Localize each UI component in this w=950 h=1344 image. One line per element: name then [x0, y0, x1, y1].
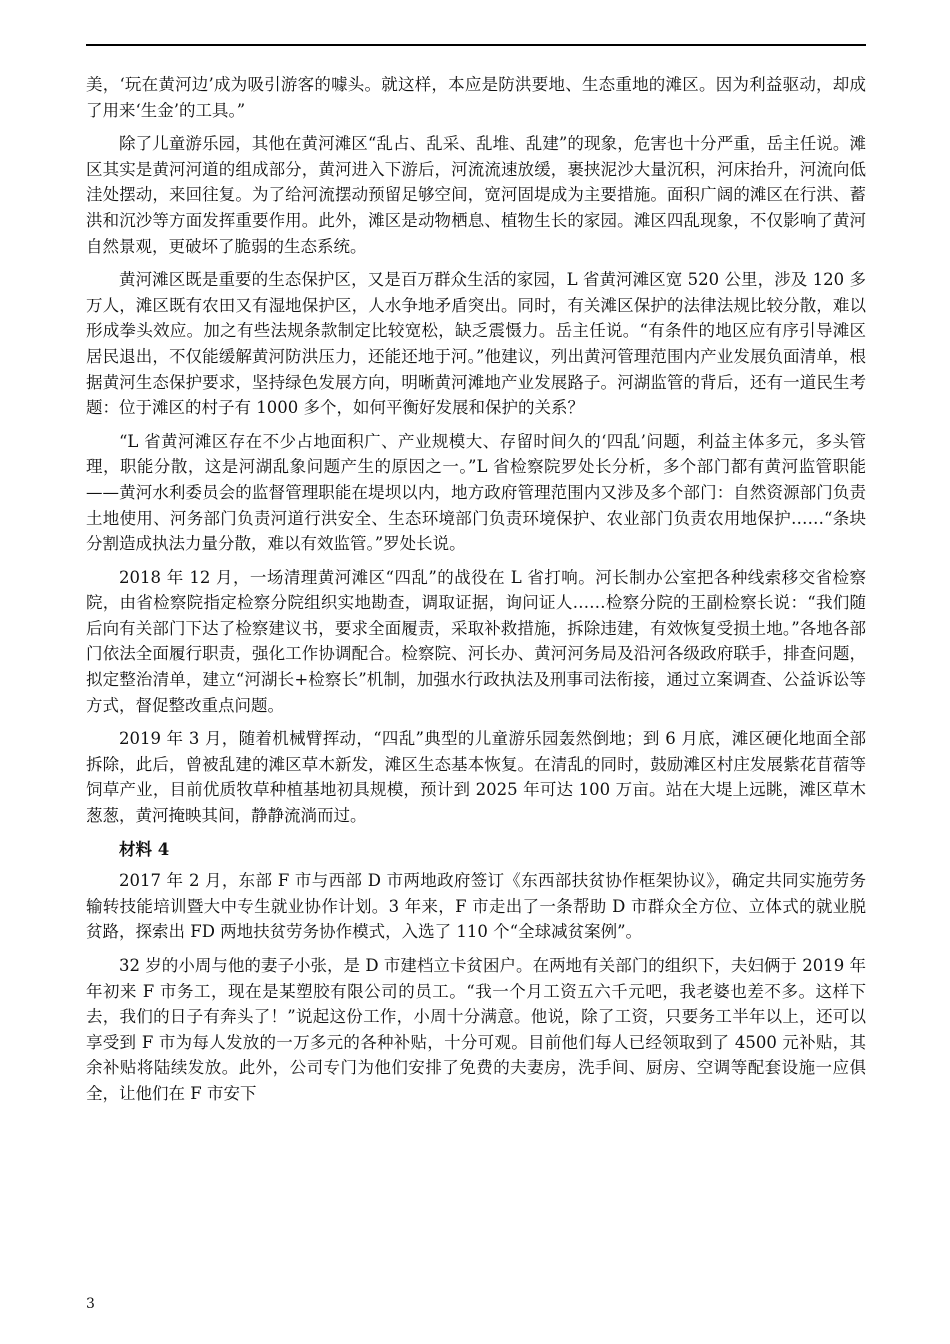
document-body: [86, 72, 866, 1115]
paragraph: 2018 年 12 月，一场清理黄河滩区“四乱”的战役在 L 省打响。河长制办公室把各种线索移交省检察院，由省检察院指定检察分院组织实地勘查，调取证据，询问证人……检察分院的王副检察长说：“我们随后向有关部门下达了检察建议书，要求全面履责，采取补救措施，拆除违建，有效恢复受损土地。”各地各部门依法全面履行职责，强化工作协调配合。检察院、河长办、黄河河务局及沿河各级政府联手，排查问题，拟定整治清单，建立“河湖长+检察长”机制，加强水行政执法及刑事司法衔接，通过立案调查、公益诉讼等方式，督促整改重点问题。: [86, 567, 866, 715]
paragraph: 2019 年 3 月，随着机械臂挥动，“四乱”典型的儿童游乐园轰然倒地；到 6 月底，滩区硬化地面全部拆除，此后，曾被乱建的滩区草木新发，滩区生态基本恢复。在清乱的同时，鼓励滩区村庄发展紫花苜蓿等饲草产业，目前优质牧草种植基地初具规模，预计到 2025 年可达 100 万亩。站在大堤上远眺，滩区草木葱葱，黄河掩映其间，静静流淌而过。: [86, 729, 866, 826]
paragraph-continued: 美，‘玩在黄河边’成为吸引游客的噱头。就这样，本应是防洪要地、生态重地的滩区。因为利益驱动，却成了用来‘生金’的工具。”: [86, 75, 866, 120]
section-heading: 材料 4: [119, 839, 170, 859]
paragraph: “L 省黄河滩区存在不少占地面积广、产业规模大、存留时间久的‘四乱’问题，利益主体多元，多头管理，职能分散，这是河湖乱象问题产生的原因之一。”L 省检察院罗处长分析，多个部门都有黄河监管职能——黄河水利委员会的监督管理职能在堤坝以内，地方政府管理范围内又涉及多个部门：自然资源部门负责土地使用、河务部门负责河道行洪安全、生态环境部门负责环境保护、农业部门负责农用地保护……“条块分割造成执法力量分散，难以有效监管。”罗处长说。: [86, 431, 866, 554]
paragraph: 2017 年 2 月，东部 F 市与西部 D 市两地政府签订《东西部扶贫协作框架协议》，确定共同实施劳务输转技能培训暨大中专生就业协作计划。3 年来，F 市走出了一条帮助 D 市群众全方位、立体式的就业脱贫路，探索出 FD 两地扶贫劳务协作模式，入选了 110 个“全球减贫案例”。: [86, 871, 866, 942]
page-number: 3: [86, 1296, 95, 1312]
header-rule: [86, 44, 866, 46]
paragraph: 黄河滩区既是重要的生态保护区，又是百万群众生活的家园，L 省黄河滩区宽 520 公里，涉及 120 多万人，滩区既有农田又有湿地保护区，人水争地矛盾突出。同时，有关滩区保护的法律法规比较分散，难以形成拳头效应。加之有些法规条款制定比较宽松，缺乏震慑力。岳主任说。“有条件的地区应有序引导滩区居民退出，不仅能缓解黄河防洪压力，还能还地于河。”他建议，列出黄河管理范围内产业发展负面清单，根据黄河生态保护要求，坚持绿色发展方向，明晰黄河滩地产业发展路子。河湖监管的背后，还有一道民生考题：位于滩区的村子有 1000 多个，如何平衡好发展和保护的关系？: [86, 270, 866, 418]
paragraph: 32 岁的小周与他的妻子小张，是 D 市建档立卡贫困户。在两地有关部门的组织下，夫妇俩于 2019 年年初来 F 市务工，现在是某塑胶有限公司的员工。“我一个月工资五六千元吧，我老婆也差不多。这样下去，我们的日子有奔头了！”说起这份工作，小周十分满意。他说，除了工资，只要务工半年以上，还可以享受到 F 市为每人发放的一万多元的各种补贴，十分可观。目前他们每人已经领取到了 4500 元补贴，其余补贴将陆续发放。此外，公司专门为他们安排了免费的夫妻房，洗手间、厨房、空调等配套设施一应俱全，让他们在 F 市安下: [86, 956, 866, 1103]
paragraph: 除了儿童游乐园，其他在黄河滩区“乱占、乱采、乱堆、乱建”的现象，危害也十分严重，岳主任说。滩区其实是黄河河道的组成部分，黄河进入下游后，河流流速放缓，裹挟泥沙大量沉积，河床抬升，河流向低洼处摆动，来回往复。为了给河流摆动预留足够空间，宽河固堤成为主要措施。面积广阔的滩区在行洪、蓄洪和沉沙等方面发挥重要作用。此外，滩区是动物栖息、植物生长的家园。滩区四乱现象，不仅影响了黄河自然景观，更破坏了脆弱的生态系统。: [86, 134, 866, 256]
